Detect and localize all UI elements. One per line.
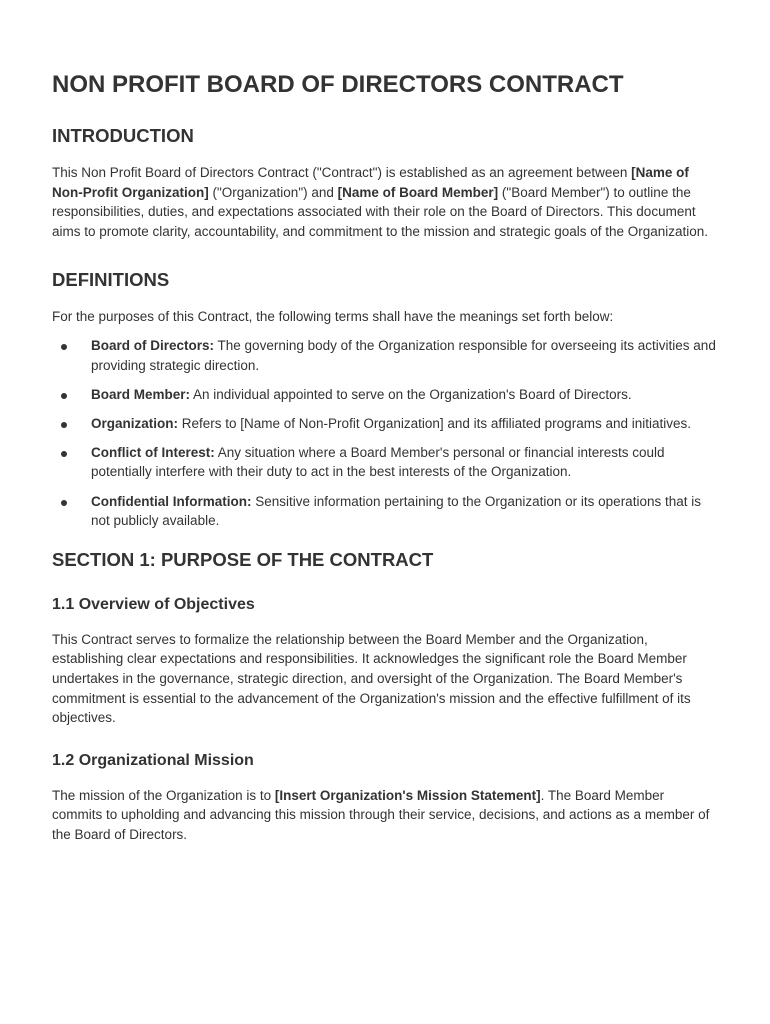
section-1-1-paragraph: This Contract serves to formalize the relationship between the Board Member and the Organization, establishing clear expectations and responsibilities. It acknowledges the significant role the Board Member undertakes in the governance, strategic direction, and oversight of the Organization. The Board Member's commitment is essential to the advancement of the Organization's mission and the effective fulfillment of its objectives. [52,631,691,726]
definition-text: Any situation where a Board Member's personal or financial interests could potentially interfere with their duty to act in the best interests of the Organization. [91,444,665,480]
definition-item [52,492,718,531]
section-1-1-heading: 1.1 Overview of Objectives [52,595,255,613]
definition-term: Conflict of Interest: [91,444,215,460]
board-member-name-placeholder: [Name of Board Member] [337,184,499,200]
mission-statement-placeholder: [Insert Organization's Mission Statement] [274,787,541,803]
definitions-list [52,336,718,531]
definition-term: Organization: [91,415,178,431]
definitions-lead: For the purposes of this Contract, the following terms shall have the meanings set forth below: [52,309,614,325]
definition-item [52,385,718,405]
bullet-icon [61,500,67,506]
bullet-icon [61,451,67,457]
definition-text: Sensitive information pertaining to the Organization or its operations that is not publicly available. [91,493,701,529]
definition-item [52,336,718,375]
definition-text: The governing body of the Organization responsible for overseeing its activities and providing strategic direction. [91,337,716,373]
definition-item [52,414,718,434]
definition-term: Board of Directors: [91,337,215,353]
definition-text: Refers to [Name of Non-Profit Organization] and its affiliated programs and initiatives. [178,415,691,431]
introduction-text-1: This Non Profit Board of Directors Contract ("Contract") is established as an agreement between [52,165,632,180]
mission-text-2: . The Board Member commits to upholding and advancing this mission through their service, decisions, and actions as a member of the Board of Directors. [52,787,710,842]
section-1-heading: SECTION 1: PURPOSE OF THE CONTRACT [52,548,434,570]
introduction-heading: INTRODUCTION [52,125,194,146]
definition-term: Confidential Information: [91,493,252,509]
definitions-heading: DEFINITIONS [52,269,170,291]
bullet-icon [61,344,67,350]
section-1-2-heading: 1.2 Organizational Mission [52,751,254,769]
introduction-paragraph [52,163,718,241]
definition-item [52,443,718,482]
bullet-icon [61,393,67,399]
definition-text: An individual appointed to serve on the Organization's Board of Directors. [190,386,632,402]
bullet-icon [61,422,67,428]
organization-name-placeholder: [Name of Non-Profit Organization] [52,165,689,200]
definition-term: Board Member: [91,386,191,402]
introduction-text-2: ("Organization") and [208,184,338,200]
document-title: NON PROFIT BOARD OF DIRECTORS CONTRACT [52,71,624,98]
section-1-2-paragraph [52,786,718,845]
introduction-text-3: ("Board Member") to outline the responsibilities, duties, and expectations associated with their role on the Board of Directors. This document aims to promote clarity, accountability, and commitment to the mission and strategic goals of the Organization. [52,184,709,239]
mission-text-1: The mission of the Organization is to [52,787,275,803]
